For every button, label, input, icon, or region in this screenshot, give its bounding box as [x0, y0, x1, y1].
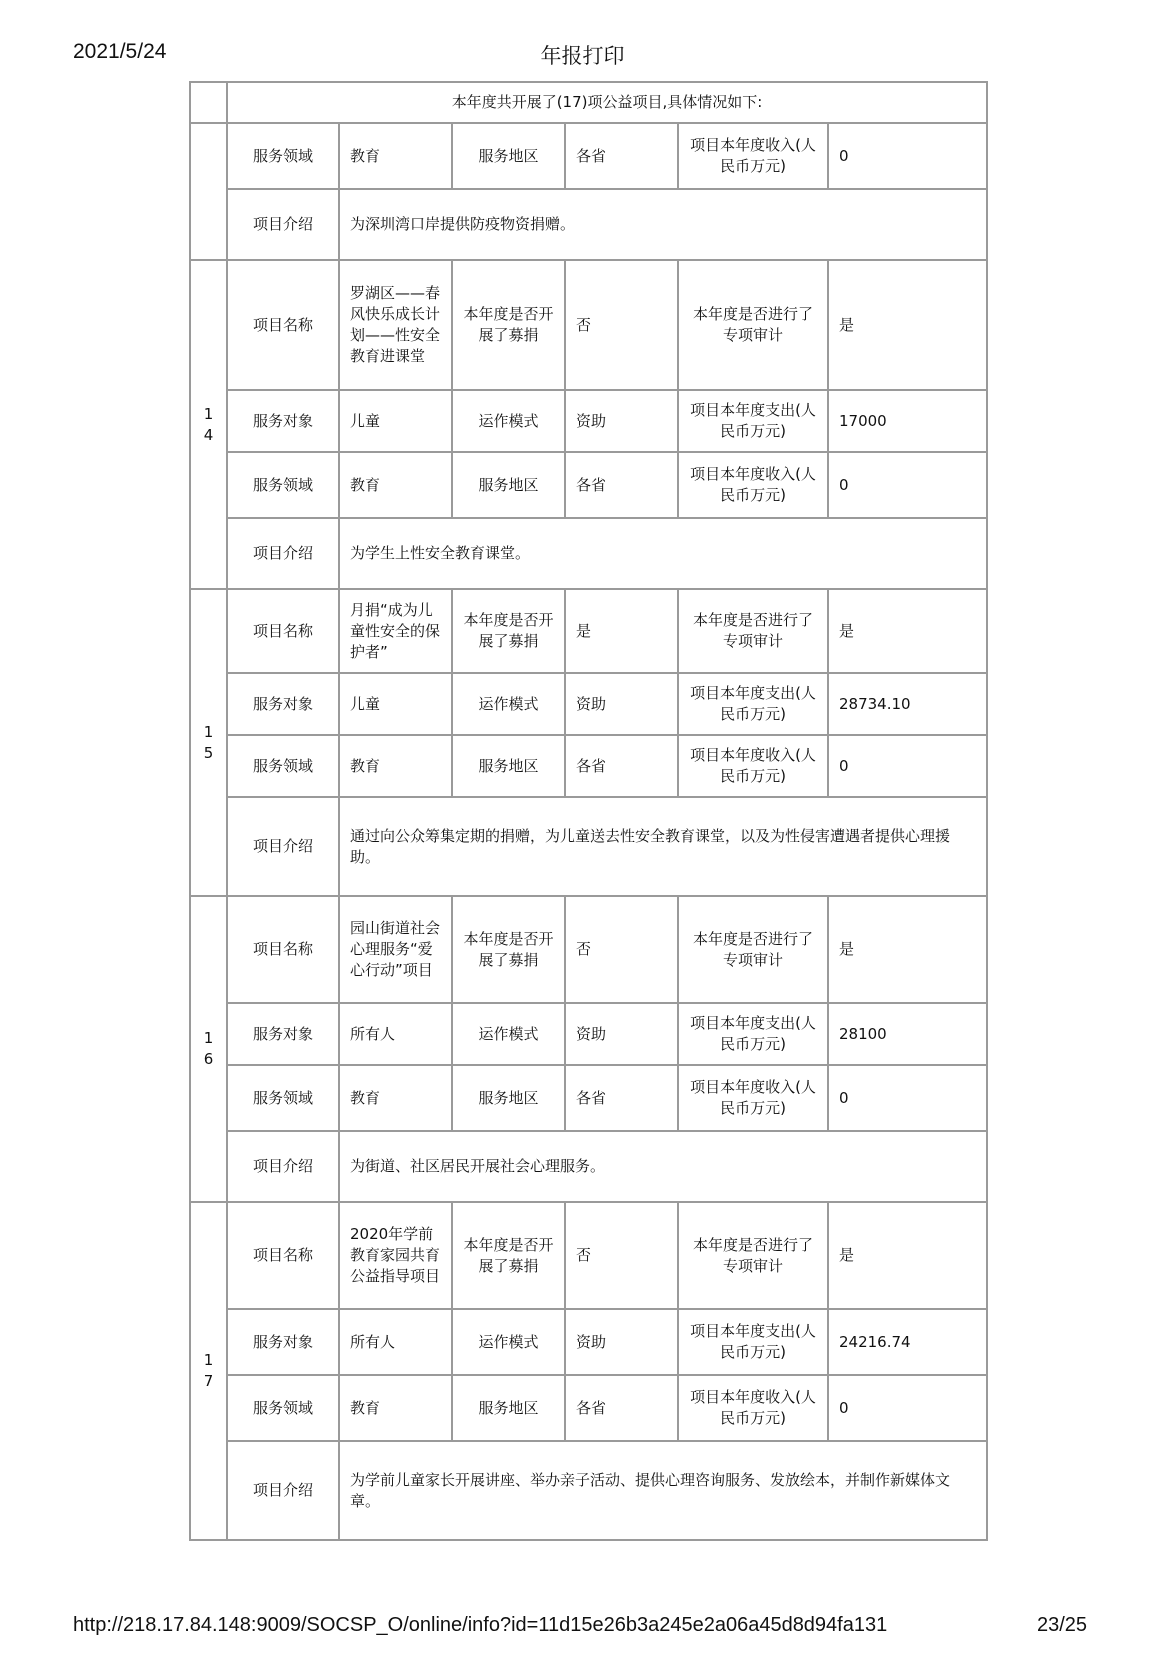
table-row — [190, 735, 987, 797]
label-fundraise: 本年度是否开展了募捐 — [452, 260, 565, 390]
value-fundraise: 是 — [565, 589, 678, 673]
value-field: 教育 — [339, 1375, 452, 1441]
value-target: 儿童 — [339, 673, 452, 735]
label-target: 服务对象 — [227, 1003, 339, 1065]
page-title: 年报打印 — [540, 44, 625, 68]
value-income: 0 — [828, 452, 987, 518]
value-name: 月捐“成为儿童性安全的保护者” — [339, 589, 452, 673]
project-number: 16 — [190, 896, 227, 1202]
label-audit: 本年度是否进行了专项审计 — [678, 260, 828, 390]
table-row — [190, 1003, 987, 1065]
label-region: 服务地区 — [452, 1065, 565, 1131]
table-row — [190, 1375, 987, 1441]
value-income: 0 — [828, 1065, 987, 1131]
label-field: 服务领域 — [227, 1375, 339, 1441]
label-income: 项目本年度收入(人民币万元) — [678, 452, 828, 518]
project-number-cell — [190, 123, 227, 260]
label-name: 项目名称 — [227, 896, 339, 1003]
label-fundraise: 本年度是否开展了募捐 — [452, 1202, 565, 1309]
label-intro: 项目介绍 — [227, 518, 339, 589]
project-number: 15 — [190, 589, 227, 896]
value-fundraise: 否 — [565, 896, 678, 1003]
table-row — [190, 260, 987, 390]
label-intro: 项目介绍 — [227, 1131, 339, 1202]
table-row — [190, 1202, 987, 1309]
value-intro: 通过向公众筹集定期的捐赠，为儿童送去性安全教育课堂，以及为性侵害遭遇者提供心理援助。 — [339, 797, 987, 896]
page-number: 23/25 — [1037, 1614, 1088, 1636]
table-row — [190, 673, 987, 735]
value-intro: 为深圳湾口岸提供防疫物资捐赠。 — [339, 189, 987, 260]
table-row — [190, 518, 987, 589]
value-region: 各省 — [565, 452, 678, 518]
value-mode: 资助 — [565, 1003, 678, 1065]
label-target: 服务对象 — [227, 673, 339, 735]
value-region: 各省 — [565, 1065, 678, 1131]
projects-table — [189, 81, 988, 1541]
value-name: 园山街道社会心理服务“爱心行动”项目 — [339, 896, 452, 1003]
label-field: 服务领域 — [227, 1065, 339, 1131]
label-region: 服务地区 — [452, 1375, 565, 1441]
table-row — [190, 1441, 987, 1540]
value-fundraise: 否 — [565, 1202, 678, 1309]
label-audit: 本年度是否进行了专项审计 — [678, 589, 828, 673]
value-intro: 为街道、社区居民开展社会心理服务。 — [339, 1131, 987, 1202]
table-row — [190, 1131, 987, 1202]
label-name: 项目名称 — [227, 1202, 339, 1309]
label-intro: 项目介绍 — [227, 189, 339, 260]
value-income: 0 — [828, 735, 987, 797]
table-row — [190, 589, 987, 673]
value-field: 教育 — [339, 1065, 452, 1131]
label-expense: 项目本年度支出(人民币万元) — [678, 390, 828, 452]
label-mode: 运作模式 — [452, 390, 565, 452]
value-name: 2020年学前教育家园共育公益指导项目 — [339, 1202, 452, 1309]
value-target: 所有人 — [339, 1003, 452, 1065]
value-income: 0 — [828, 1375, 987, 1441]
label-intro: 项目介绍 — [227, 1441, 339, 1540]
value-income: 0 — [828, 123, 987, 189]
table-corner-cell — [190, 82, 227, 123]
table-row — [190, 1065, 987, 1131]
label-fundraise: 本年度是否开展了募捐 — [452, 589, 565, 673]
project-number: 17 — [190, 1202, 227, 1540]
label-target: 服务对象 — [227, 390, 339, 452]
label-audit: 本年度是否进行了专项审计 — [678, 1202, 828, 1309]
label-intro: 项目介绍 — [227, 797, 339, 896]
value-intro: 为学前儿童家长开展讲座、举办亲子活动、提供心理咨询服务、发放绘本，并制作新媒体文章。 — [339, 1441, 987, 1540]
value-region: 各省 — [565, 735, 678, 797]
label-expense: 项目本年度支出(人民币万元) — [678, 1309, 828, 1375]
value-fundraise: 否 — [565, 260, 678, 390]
label-mode: 运作模式 — [452, 673, 565, 735]
label-mode: 运作模式 — [452, 1309, 565, 1375]
label-income: 项目本年度收入(人民币万元) — [678, 1065, 828, 1131]
value-audit: 是 — [828, 1202, 987, 1309]
label-region: 服务地区 — [452, 123, 565, 189]
table-row — [190, 123, 987, 189]
label-fundraise: 本年度是否开展了募捐 — [452, 896, 565, 1003]
label-audit: 本年度是否进行了专项审计 — [678, 896, 828, 1003]
label-expense: 项目本年度支出(人民币万元) — [678, 673, 828, 735]
value-mode: 资助 — [565, 673, 678, 735]
value-expense: 24216.74 — [828, 1309, 987, 1375]
label-target: 服务对象 — [227, 1309, 339, 1375]
print-date: 2021/5/24 — [73, 40, 167, 63]
value-region: 各省 — [565, 1375, 678, 1441]
value-field: 教育 — [339, 123, 452, 189]
label-field: 服务领域 — [227, 735, 339, 797]
summary-text: 本年度共开展了(17)项公益项目,具体情况如下: — [227, 82, 987, 123]
label-name: 项目名称 — [227, 589, 339, 673]
label-income: 项目本年度收入(人民币万元) — [678, 1375, 828, 1441]
table-row — [190, 896, 987, 1003]
label-field: 服务领域 — [227, 123, 339, 189]
label-income: 项目本年度收入(人民币万元) — [678, 735, 828, 797]
value-target: 儿童 — [339, 390, 452, 452]
value-region: 各省 — [565, 123, 678, 189]
table-row — [190, 452, 987, 518]
value-mode: 资助 — [565, 1309, 678, 1375]
value-intro: 为学生上性安全教育课堂。 — [339, 518, 987, 589]
value-mode: 资助 — [565, 390, 678, 452]
value-target: 所有人 — [339, 1309, 452, 1375]
label-expense: 项目本年度支出(人民币万元) — [678, 1003, 828, 1065]
label-region: 服务地区 — [452, 735, 565, 797]
table-row — [190, 797, 987, 896]
label-field: 服务领域 — [227, 452, 339, 518]
label-region: 服务地区 — [452, 452, 565, 518]
table-row — [190, 1309, 987, 1375]
label-name: 项目名称 — [227, 260, 339, 390]
value-expense: 17000 — [828, 390, 987, 452]
value-audit: 是 — [828, 589, 987, 673]
value-field: 教育 — [339, 452, 452, 518]
label-mode: 运作模式 — [452, 1003, 565, 1065]
value-expense: 28734.10 — [828, 673, 987, 735]
value-audit: 是 — [828, 260, 987, 390]
value-expense: 28100 — [828, 1003, 987, 1065]
value-field: 教育 — [339, 735, 452, 797]
page-url: http://218.17.84.148:9009/SOCSP_O/online/info?id=11d15e26b3a245e2a06a45d8d94fa131 — [73, 1614, 888, 1636]
table-row — [190, 189, 987, 260]
label-income: 项目本年度收入(人民币万元) — [678, 123, 828, 189]
project-number: 14 — [190, 260, 227, 589]
value-audit: 是 — [828, 896, 987, 1003]
value-name: 罗湖区——春风快乐成长计划——性安全教育进课堂 — [339, 260, 452, 390]
summary-row — [190, 82, 987, 123]
table-row — [190, 390, 987, 452]
